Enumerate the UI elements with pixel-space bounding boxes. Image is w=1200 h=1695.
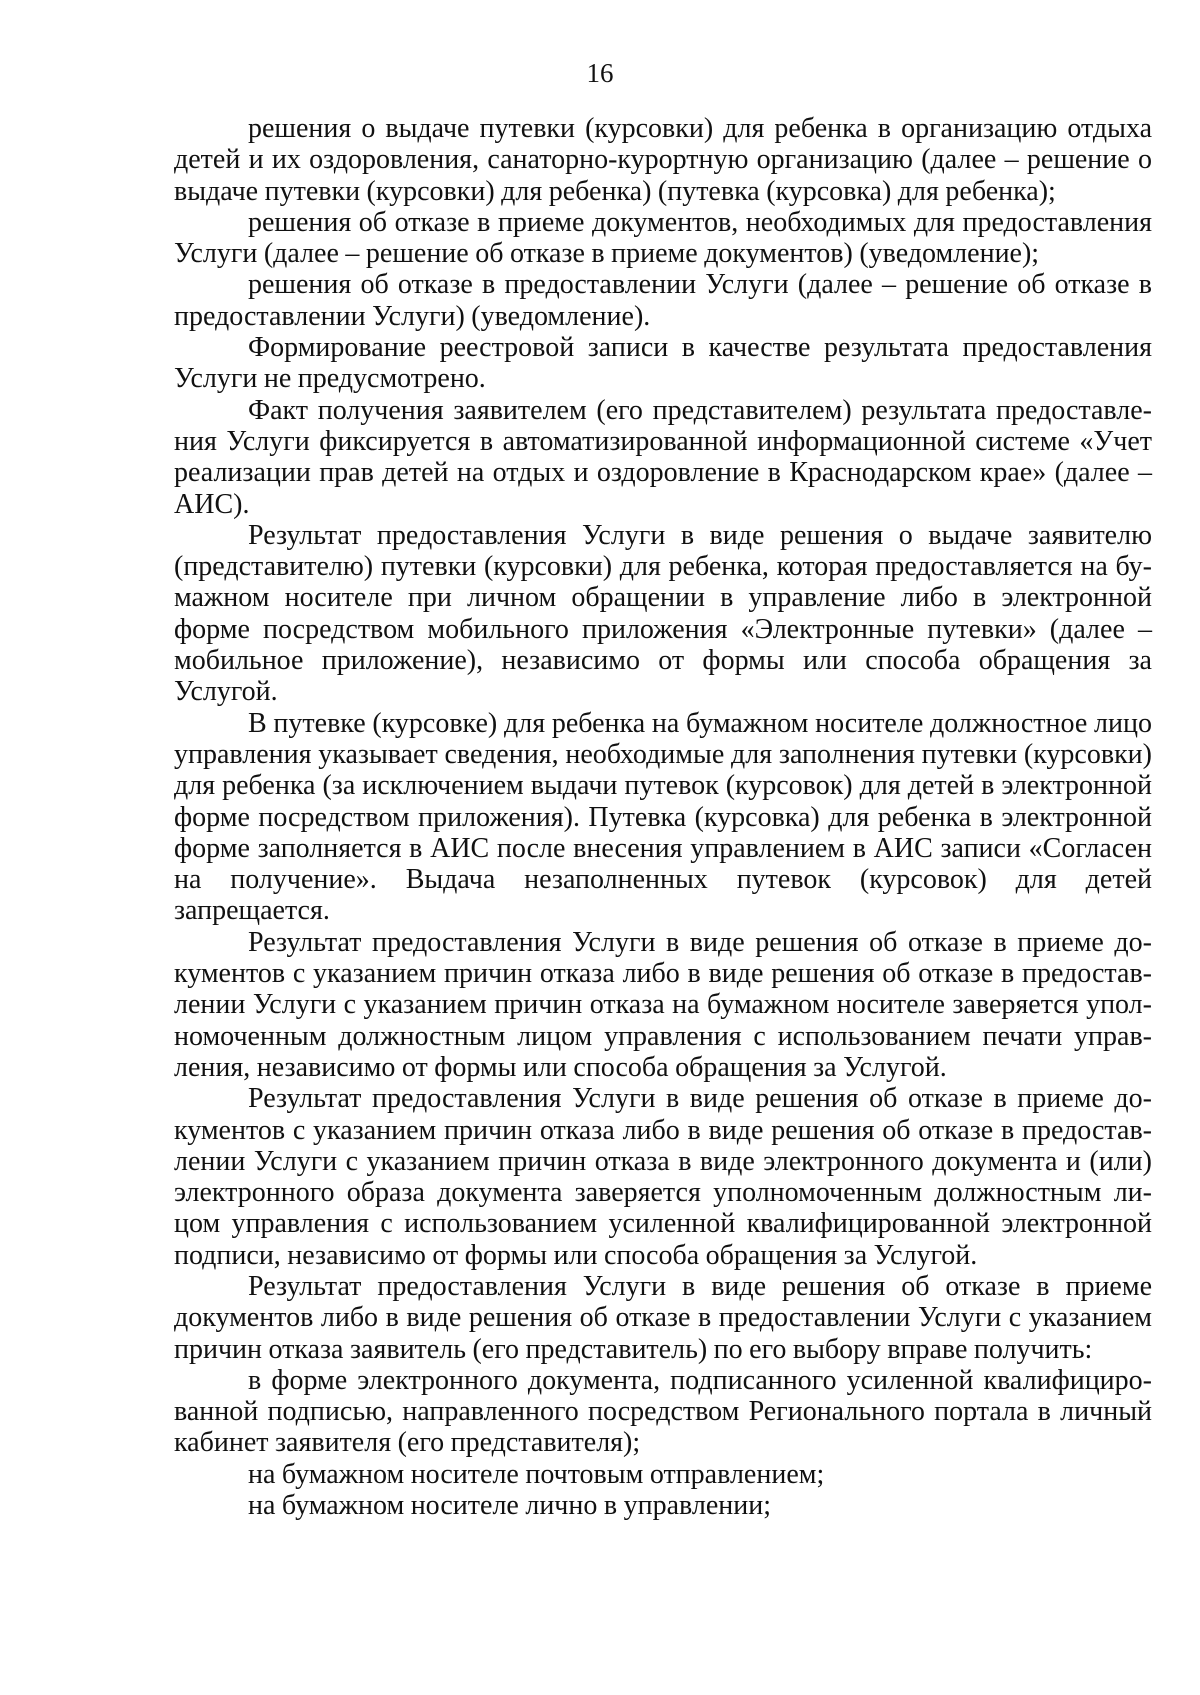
paragraph: Факт получения заявителем (его представителем) результата предоставления Услуги фиксируется в автоматизированной информационной системе «Учет реализации прав детей на отдых и оздоровление в Краснодарском крае» (далее – АИС).: [174, 394, 1152, 520]
paragraph: Результат предоставления Услуги в виде решения об отказе в приеме документов с указанием причин отказа либо в виде решения об отказе в предоставлении Услуги с указанием причин отказа в виде электронного документа и (или) электронного образа документа заверяется уполномоченным должностным лицом управления с использованием усиленной квалифицированной электронной подписи, независимо от формы или способа обращения за Услугой.: [174, 1083, 1152, 1271]
paragraph: на бумажном носителе почтовым отправлением;: [248, 1458, 825, 1490]
paragraph: Формирование реестровой записи в качестве результата предоставления Услуги не предусмотрено.: [174, 332, 1152, 395]
paragraph: Результат предоставления Услуги в виде решения об отказе в приеме документов либо в виде решения об отказе в предоставлении Услуги с указанием причин отказа заявитель (его представитель) по его выбору вправе получить:: [174, 1270, 1152, 1365]
paragraph: на бумажном носителе лично в управлении;: [248, 1490, 771, 1522]
paragraph: Результат предоставления Услуги в виде решения об отказе в приеме документов с указанием причин отказа либо в виде решения об отказе в предоставлении Услуги с указанием причин отказа на бумажном носителе заверяется уполномоченным должностным лицом управления с использованием печати управления, независимо от формы или способа обращения за Услугой.: [174, 926, 1152, 1083]
paragraph: Результат предоставления Услуги в виде решения о выдаче заявителю (представителю) путевки (курсовки) для ребенка, которая предоставляется на бумажном носителе при личном обращении в управление либо в электронной форме посредством мобильного приложения «Электронные путевки» (далее – мобильное приложение), независимо от формы или способа обращения за Услугой.: [174, 519, 1152, 708]
paragraph: решения о выдаче путевки (курсовки) для ребенка в организацию отдыха детей и их оздоровления, санаторно-курортную организацию (далее – решение о выдаче путевки (курсовки) для ребенка) (путевка (курсовка) для ребенка);: [174, 113, 1152, 207]
document-body: [174, 113, 1152, 1521]
paragraph: решения об отказе в предоставлении Услуги (далее – решение об отказе в предоставлении Услуги) (уведомление).: [174, 269, 1152, 332]
paragraph: в форме электронного документа, подписанного усиленной квалифицированной подписью, направленного посредством Регионального портала в личный кабинет заявителя (его представителя);: [174, 1364, 1152, 1459]
page-number: 16: [586, 58, 614, 88]
paragraph: решения об отказе в приеме документов, необходимых для предоставления Услуги (далее – решение об отказе в приеме документов) (уведомление);: [174, 206, 1152, 270]
paragraph: В путевке (курсовке) для ребенка на бумажном носителе должностное лицо управления указывает сведения, необходимые для заполнения путевки (курсовки) для ребенка (за исключением выдачи путевок (курсовок) для детей в электронной форме посредством приложения). Путевка (курсовка) для ребенка в электронной форме заполняется в АИС после внесения управлением в АИС записи «Согласен на получение». Выдача незаполненных путевок (курсовок) для детей запрещается.: [174, 707, 1152, 927]
